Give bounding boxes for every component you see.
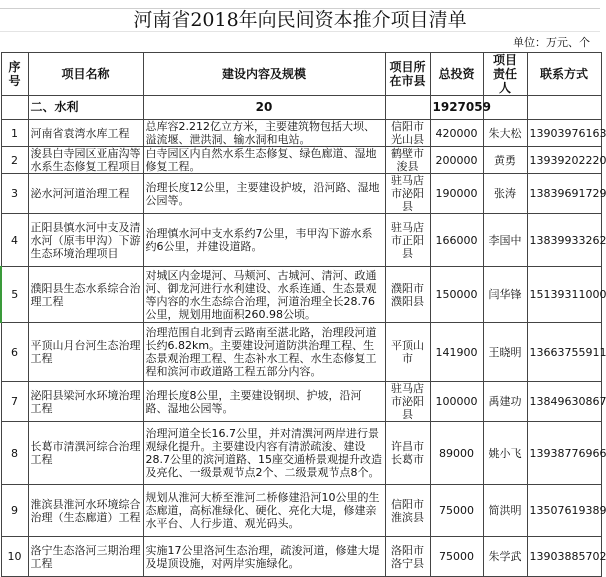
project-contact[interactable]: 13939202220 bbox=[527, 147, 601, 174]
table-row bbox=[1, 537, 601, 577]
header-contact: 联系方式 bbox=[527, 53, 601, 96]
project-investment[interactable]: 100000 bbox=[430, 382, 483, 422]
project-investment[interactable]: 420000 bbox=[430, 120, 483, 147]
project-name[interactable]: 泌水河河道治理工程 bbox=[28, 174, 143, 214]
project-person[interactable]: 朱学武 bbox=[483, 537, 527, 577]
project-investment[interactable]: 89000 bbox=[430, 422, 483, 485]
project-investment[interactable]: 190000 bbox=[430, 174, 483, 214]
project-content[interactable]: 治理长度8公里，主要建设钢坝、护坡，沿河路、湿地公园等。 bbox=[143, 382, 385, 422]
table-row bbox=[1, 382, 601, 422]
project-person[interactable]: 张涛 bbox=[483, 174, 527, 214]
project-contact[interactable]: 13849630867 bbox=[527, 382, 601, 422]
project-investment[interactable]: 166000 bbox=[430, 214, 483, 267]
project-person[interactable]: 简洪明 bbox=[483, 485, 527, 537]
header-location: 项目所在市县 bbox=[385, 53, 430, 96]
project-table bbox=[0, 52, 606, 577]
table-row bbox=[1, 485, 601, 537]
project-location[interactable]: 许昌市长葛市 bbox=[385, 422, 430, 485]
column-header-stub bbox=[0, 0, 600, 9]
project-content[interactable]: 总库容2.212亿立方米，主要建筑物包括大坝、溢流堰、泄洪洞、输水洞和电站。 bbox=[143, 120, 385, 147]
project-location[interactable]: 驻马店市泌阳县 bbox=[385, 174, 430, 214]
project-contact[interactable]: 13663755911 bbox=[527, 323, 601, 382]
project-contact[interactable]: 13839691729 bbox=[527, 174, 601, 214]
project-investment[interactable]: 75000 bbox=[430, 537, 483, 577]
project-location[interactable]: 洛阳市洛宁县 bbox=[385, 537, 430, 577]
project-name[interactable]: 平顶山月台河生态治理工程 bbox=[28, 323, 143, 382]
table-row bbox=[1, 147, 601, 174]
row-number[interactable]: 10 bbox=[1, 537, 28, 577]
project-investment[interactable]: 75000 bbox=[430, 485, 483, 537]
project-name[interactable]: 淮滨县淮河水环境综合治理（生态廊道）工程 bbox=[28, 485, 143, 537]
header-person: 项目责任人 bbox=[483, 53, 527, 96]
section-no bbox=[1, 96, 28, 120]
project-contact[interactable]: 13507619389 bbox=[527, 485, 601, 537]
project-contact[interactable]: 13903885702 bbox=[527, 537, 601, 577]
section-total[interactable]: 1927059 bbox=[430, 96, 483, 120]
project-name[interactable]: 河南省袁湾水库工程 bbox=[28, 120, 143, 147]
section-location bbox=[385, 96, 430, 120]
section-contact bbox=[527, 96, 601, 120]
project-person[interactable]: 朱大松 bbox=[483, 120, 527, 147]
project-investment[interactable]: 141900 bbox=[430, 323, 483, 382]
project-person[interactable]: 闫华锋 bbox=[483, 267, 527, 323]
project-content[interactable]: 治理河道全长16.7公里，并对清潩河两岸进行景观绿化提升。主要建设内容有清淤疏浚、建设28.7公里的滨河道路、15座交通桥景观提升改造及亮化、一级景观节点2个、二级景观节点8个。 bbox=[143, 422, 385, 485]
project-content[interactable]: 治理长度12公里，主要建设护坡，沿河路、湿地公园等。 bbox=[143, 174, 385, 214]
unit-note: 单位：万元、个 bbox=[513, 36, 590, 49]
project-name[interactable]: 泌阳县梁河水环境治理工程 bbox=[28, 382, 143, 422]
project-person[interactable]: 李国中 bbox=[483, 214, 527, 267]
row-number[interactable]: 3 bbox=[1, 174, 28, 214]
table-row bbox=[1, 214, 601, 267]
project-location[interactable]: 信阳市光山县 bbox=[385, 120, 430, 147]
row-number[interactable]: 8 bbox=[1, 422, 28, 485]
project-content[interactable]: 规划从淮河大桥至淮河二桥修建沿河10公里的生态廊道，高标准绿化、硬化、亮化大堤，修建亲水平台、人行步道、观光码头。 bbox=[143, 485, 385, 537]
table-row bbox=[1, 323, 601, 382]
section-row bbox=[1, 96, 601, 120]
project-location[interactable]: 濮阳市濮阳县 bbox=[385, 267, 430, 323]
project-person[interactable]: 王晓明 bbox=[483, 323, 527, 382]
section-label[interactable]: 二、水利 bbox=[28, 96, 143, 120]
row-number[interactable]: 7 bbox=[1, 382, 28, 422]
project-content[interactable]: 白寺园区内自然水系生态修复、绿色廊道、湿地修复工程。 bbox=[143, 147, 385, 174]
row-number[interactable]: 5 bbox=[1, 267, 28, 323]
table-row bbox=[1, 174, 601, 214]
project-name[interactable]: 正阳县慎水河中支及清水河（原韦甲沟）下游生态环境治理项目 bbox=[28, 214, 143, 267]
project-investment[interactable]: 200000 bbox=[430, 147, 483, 174]
table-row bbox=[1, 120, 601, 147]
header-name: 项目名称 bbox=[28, 53, 143, 96]
project-contact[interactable]: 15139311000 bbox=[527, 267, 601, 323]
row-number[interactable]: 4 bbox=[1, 214, 28, 267]
project-investment[interactable]: 150000 bbox=[430, 267, 483, 323]
project-content[interactable]: 治理慎水河中支水系约7公里，韦甲沟下游水系约6公里，并建设道路。 bbox=[143, 214, 385, 267]
project-location[interactable]: 驻马店市正阳县 bbox=[385, 214, 430, 267]
header-investment: 总投资 bbox=[430, 53, 483, 96]
project-contact[interactable]: 13938776966 bbox=[527, 422, 601, 485]
row-number[interactable]: 2 bbox=[1, 147, 28, 174]
project-person[interactable]: 姚小飞 bbox=[483, 422, 527, 485]
project-contact[interactable]: 13903976163 bbox=[527, 120, 601, 147]
header-row bbox=[1, 53, 601, 96]
project-location[interactable]: 驻马店市泌阳县 bbox=[385, 382, 430, 422]
project-name[interactable]: 濮阳县生态水系综合治理工程 bbox=[28, 267, 143, 323]
header-no: 序号 bbox=[1, 53, 28, 96]
project-name[interactable]: 浚县白寺园区亚庙沟等水系生态修复工程项目 bbox=[28, 147, 143, 174]
project-content[interactable]: 对城区内金堤河、马颊河、古城河、清河、政通河、御龙河进行水利建设、水系连通、生态景观等内容的水生态综合治理，河道治理全长28.76公里，规划用地面积260.98公顷。 bbox=[143, 267, 385, 323]
project-location[interactable]: 平顶山市 bbox=[385, 323, 430, 382]
row-number[interactable]: 9 bbox=[1, 485, 28, 537]
row-number[interactable]: 6 bbox=[1, 323, 28, 382]
page-title: 河南省2018年向民间资本推介项目清单 bbox=[0, 9, 600, 32]
project-contact[interactable]: 13839933262 bbox=[527, 214, 601, 267]
project-name[interactable]: 洛宁生态洛河三期治理工程 bbox=[28, 537, 143, 577]
project-location[interactable]: 信阳市淮滨县 bbox=[385, 485, 430, 537]
project-content[interactable]: 实施17公里洛河生态治理，疏浚河道，修建大堤及堤顶设施，对两岸实施绿化。 bbox=[143, 537, 385, 577]
project-person[interactable]: 禹建功 bbox=[483, 382, 527, 422]
project-content[interactable]: 治理范围自北到青云路南至湛北路，治理段河道长约6.82km。主要建设河道防洪治理工程、生态景观治理工程、生态补水工程、水生态修复工程和滨河市政道路工程五部分内容。 bbox=[143, 323, 385, 382]
project-location[interactable]: 鹤壁市浚县 bbox=[385, 147, 430, 174]
project-person[interactable]: 黄勇 bbox=[483, 147, 527, 174]
table-row bbox=[1, 422, 601, 485]
row-number[interactable]: 1 bbox=[1, 120, 28, 147]
header-content: 建设内容及规模 bbox=[143, 53, 385, 96]
project-name[interactable]: 长葛市清潩河综合治理工程 bbox=[28, 422, 143, 485]
section-count[interactable]: 20 bbox=[143, 96, 385, 120]
table-row bbox=[1, 267, 601, 323]
